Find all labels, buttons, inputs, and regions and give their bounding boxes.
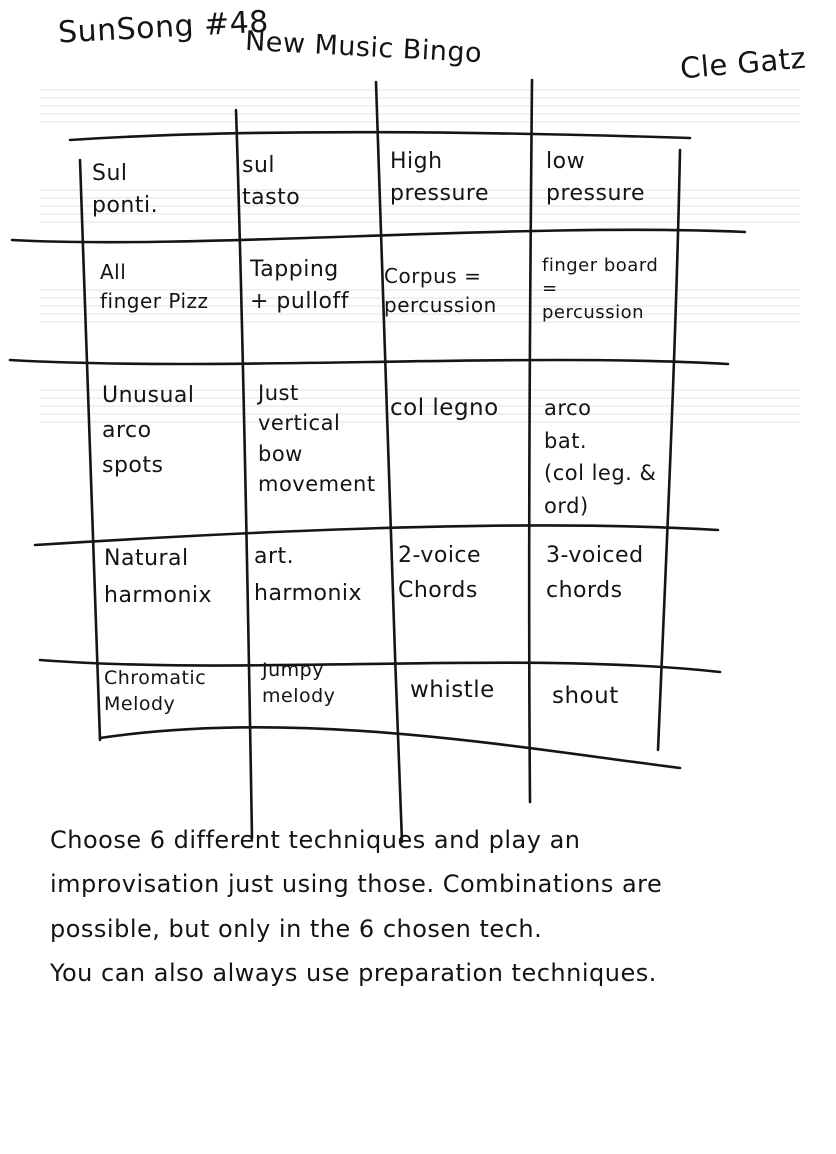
grid-cell-whistle: whistle xyxy=(410,677,495,703)
grid-cell-high-pressure: High pressure xyxy=(390,149,490,206)
page-title: New Music Bingo xyxy=(244,25,483,70)
grid-cell-arco-bat: arco bat. (col leg. & ord) xyxy=(544,396,657,518)
grid-cell-sul-tasto: sul tasto xyxy=(242,153,301,210)
song-number: SunSong #48 xyxy=(57,4,270,51)
grid-cell-sul-ponti: Sul ponti. xyxy=(92,161,159,218)
grid-cell-low-pressure: low pressure xyxy=(546,149,646,206)
grid-cell-fingerboard-percussion: finger board = percussion xyxy=(542,255,659,323)
instruction-line: improvisation just using those. Combinations are xyxy=(50,870,663,899)
grid-cell-jumpy-melody: Jumpy melody xyxy=(262,659,336,707)
grid-cell-all-finger-pizz: All finger Pizz xyxy=(100,260,209,313)
instruction-line: You can also always use preparation techniques. xyxy=(50,959,657,988)
grid-cell-2-voice-chords: 2-voice Chords xyxy=(398,543,482,604)
instructions xyxy=(50,818,810,996)
grid-cell-3-voiced-chords: 3-voiced chords xyxy=(546,543,644,604)
grid-cell-shout: shout xyxy=(552,683,619,709)
grid-cell-natural-harmonix: Natural harmonix xyxy=(104,546,213,609)
grid-cell-unusual-arco-spots: Unusual arco spots xyxy=(102,383,195,479)
grid-cell-col-legno: col legno xyxy=(390,395,499,421)
instruction-line: Choose 6 different techniques and play an xyxy=(50,826,581,854)
author-signature: Cle Gatz xyxy=(678,40,808,86)
grid-cell-tapping-pulloff: Tapping + pulloff xyxy=(250,257,350,314)
instruction-line: possible, but only in the 6 chosen tech. xyxy=(50,914,543,943)
grid-cell-chromatic-melody: Chromatic Melody xyxy=(104,667,207,715)
grid-cell-art-harmonix: art. harmonix xyxy=(254,544,363,607)
grid-cell-corpus-percussion: Corpus = percussion xyxy=(384,264,497,317)
grid-cell-vertical-bow: Just vertical bow movement xyxy=(258,381,376,497)
